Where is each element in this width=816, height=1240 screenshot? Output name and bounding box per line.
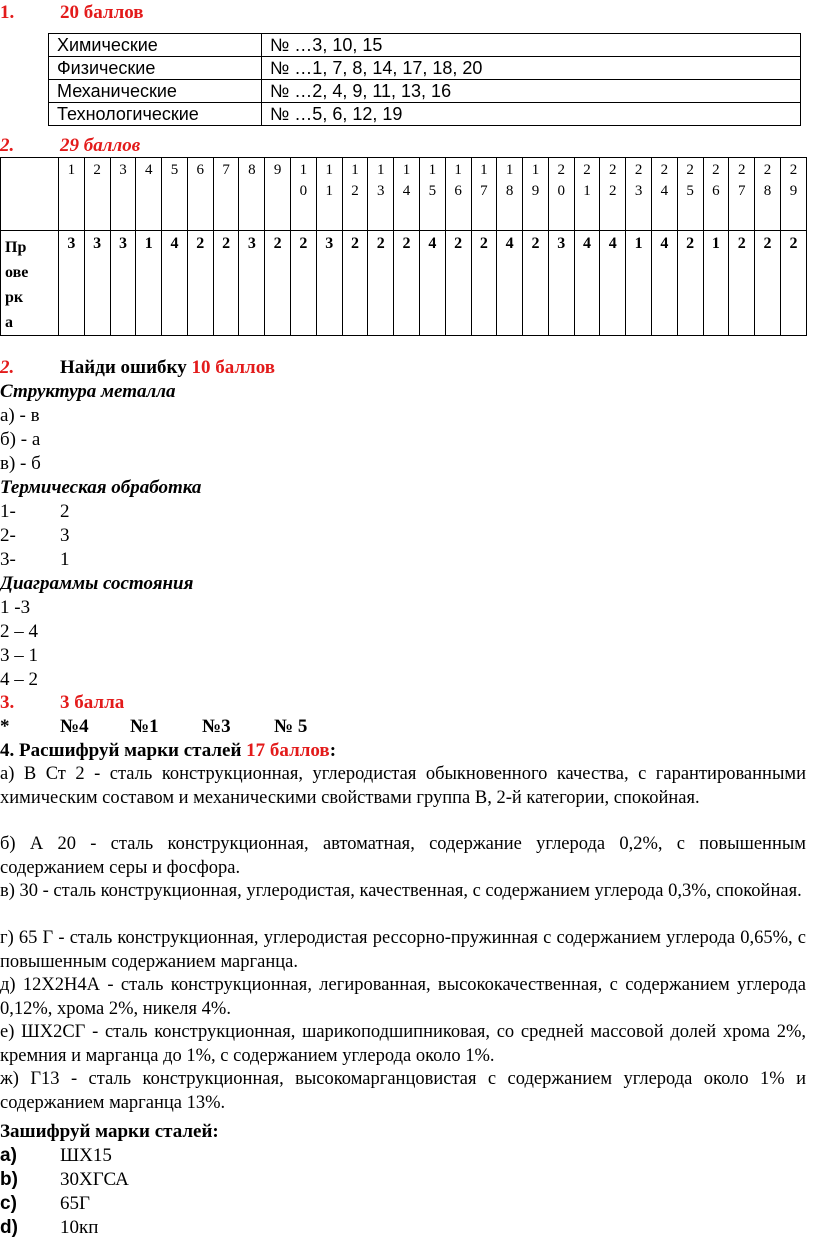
answer-value: 1 [136,231,162,336]
section3-title: 3 балла [60,692,125,713]
item-value: 1 [60,549,70,570]
section4-colon: : [329,740,337,761]
question-number: 2 9 [780,158,806,231]
item-label: c) [0,1193,17,1214]
question-number: 2 7 [729,158,755,231]
item-key: 3- [0,549,16,570]
answer-value: 4 [497,231,523,336]
property-label: Физические [49,57,262,80]
answer-value: 2 [265,231,291,336]
list-item [0,1193,90,1215]
property-label: Механические [49,80,262,103]
answers-value-row [1,231,807,336]
answer-item: № 5 [274,716,308,737]
thermo-heading: Термическая обработка [0,477,202,498]
item-value: ШХ15 [60,1145,112,1166]
question-number: 2 8 [755,158,781,231]
question-number: 1 2 [342,158,368,231]
question-number: 2 3 [626,158,652,231]
list-item [0,549,70,571]
question-number: 7 [213,158,239,231]
answer-value: 4 [574,231,600,336]
question-number: 2 2 [600,158,626,231]
answer-value: 2 [677,231,703,336]
section3-heading [0,692,124,714]
item-value: 65Г [60,1193,90,1214]
property-value: № …3, 10, 15 [262,34,801,57]
answer-value: 2 [213,231,239,336]
answer-value: 2 [445,231,471,336]
answer-value: 3 [59,231,85,336]
section2b-heading [0,357,275,379]
header-corner [1,158,59,231]
answer-value: 3 [110,231,136,336]
row-label-text: Пр ове рк а [5,239,29,331]
decode-paragraph: г) 65 Г - сталь конструкционная, углеродистая рессорно-пружинная с содержанием углерода 0,65%, с повышенным содержанием марганца. [0,928,806,972]
property-value: № …1, 7, 8, 14, 17, 18, 20 [262,57,801,80]
question-number: 2 0 [548,158,574,231]
answer-value: 4 [419,231,445,336]
answers-header-row [1,158,807,231]
section2-heading [0,135,140,157]
section2b-points: 10 баллов [191,357,275,378]
question-number: 1 3 [368,158,394,231]
property-label: Химические [49,34,262,57]
list-item: 3 – 1 [0,645,38,666]
question-number: 2 6 [703,158,729,231]
section3-answers [0,716,307,738]
section1-number: 1. [0,2,15,23]
list-item: в) - б [0,453,41,474]
list-item: 4 – 2 [0,669,38,690]
question-number: 1 9 [523,158,549,231]
item-key: 1- [0,501,16,522]
decode-paragraph: ж) Г13 - сталь конструкционная, высокомарганцовистая с содержанием углерода около 1% и содержанием марганца 13%. [0,1069,806,1113]
answer-value: 2 [471,231,497,336]
list-item: б) - а [0,429,41,450]
list-item: 2 – 4 [0,621,38,642]
section2-number: 2. [0,135,15,156]
question-number: 1 5 [419,158,445,231]
properties-table [48,33,801,126]
question-number: 9 [265,158,291,231]
item-key: 2- [0,525,16,546]
item-label: a) [0,1145,17,1166]
section1-heading [0,2,144,24]
answer-value: 2 [187,231,213,336]
section4-title: 4. Расшифруй марки сталей [0,740,242,761]
question-number: 3 [110,158,136,231]
item-label: d) [0,1217,18,1238]
table-row [49,103,801,126]
answer-value: 3 [548,231,574,336]
question-number: 2 [84,158,110,231]
diagrams-heading: Диаграммы состояния [0,573,194,594]
answer-value: 3 [84,231,110,336]
item-value: 30ХГСА [60,1169,129,1190]
question-number: 1 8 [497,158,523,231]
answer-value: 2 [729,231,755,336]
question-number: 2 1 [574,158,600,231]
question-number: 1 0 [291,158,317,231]
decode-paragraph: а) В Ст 2 - сталь конструкционная, углеродистая обыкновенного качества, с гарантированными химическим составом и механическими свойствами группа В, 2-й категории, спокойная. [0,764,806,808]
list-item: 1 -3 [0,597,31,618]
answer-value: 2 [755,231,781,336]
property-value: № …2, 4, 9, 11, 13, 16 [262,80,801,103]
answer-value: 2 [291,231,317,336]
answer-value: 2 [342,231,368,336]
question-number: 6 [187,158,213,231]
answer-value: 2 [368,231,394,336]
row-label [1,231,59,336]
question-number: 1 4 [394,158,420,231]
answer-value: 2 [523,231,549,336]
table-row [49,57,801,80]
question-number: 1 6 [445,158,471,231]
question-number: 2 4 [651,158,677,231]
structure-heading: Структура металла [0,381,176,402]
answer-value: 3 [316,231,342,336]
question-number: 2 5 [677,158,703,231]
section5-heading: Зашифруй марки сталей: [0,1121,219,1142]
decode-paragraph: б) А 20 - сталь конструкционная, автоматная, содержание углерода 0,2%, с повышенным содержанием серы и фосфора. [0,834,806,878]
question-number: 1 1 [316,158,342,231]
answer-value: 1 [626,231,652,336]
list-item [0,1145,112,1167]
section2b-title: Найди ошибку [60,357,187,378]
section2-title: 29 баллов [60,135,141,156]
section1-title: 20 баллов [60,2,144,23]
decode-paragraph: в) 30 - сталь конструкционная, углеродистая, качественная, с содержанием углерода 0,3%, спокойная. [0,881,802,901]
list-item: а) - в [0,405,40,426]
item-value: 2 [60,501,70,522]
item-value: 10кп [60,1217,99,1238]
decode-paragraph: е) ШХ2СГ - сталь конструкционная, шарикоподшипниковая, со средней массовой долей хрома 2%, кремния и марганца до 1%, с содержанием углерода около 1%. [0,1022,806,1066]
question-number: 1 [59,158,85,231]
question-number: 8 [239,158,265,231]
table-row [49,34,801,57]
star-marker: * [0,716,10,737]
section4-points: 17 баллов [246,740,330,761]
answer-value: 4 [162,231,188,336]
question-number: 4 [136,158,162,231]
answer-value: 4 [600,231,626,336]
answers-table [0,157,807,336]
list-item [0,525,70,547]
answer-value: 3 [239,231,265,336]
question-number: 5 [162,158,188,231]
answer-item: №4 [60,716,89,737]
question-number: 1 7 [471,158,497,231]
list-item [0,1169,129,1191]
table-row [49,80,801,103]
answer-item: №1 [130,716,159,737]
answer-value: 2 [780,231,806,336]
answer-item: №3 [202,716,231,737]
property-label: Технологические [49,103,262,126]
list-item [0,1217,98,1239]
answer-value: 1 [703,231,729,336]
property-value: № …5, 6, 12, 19 [262,103,801,126]
item-value: 3 [60,525,70,546]
item-label: b) [0,1169,18,1190]
section2b-number: 2. [0,357,15,378]
answer-value: 2 [394,231,420,336]
section3-number: 3. [0,692,15,713]
list-item [0,501,70,523]
section4-heading [0,740,336,762]
decode-paragraph: д) 12Х2Н4А - сталь конструкционная, легированная, высококачественная, с содержанием углерода 0,12%, хрома 2%, никеля 4%. [0,975,806,1019]
answer-value: 4 [651,231,677,336]
